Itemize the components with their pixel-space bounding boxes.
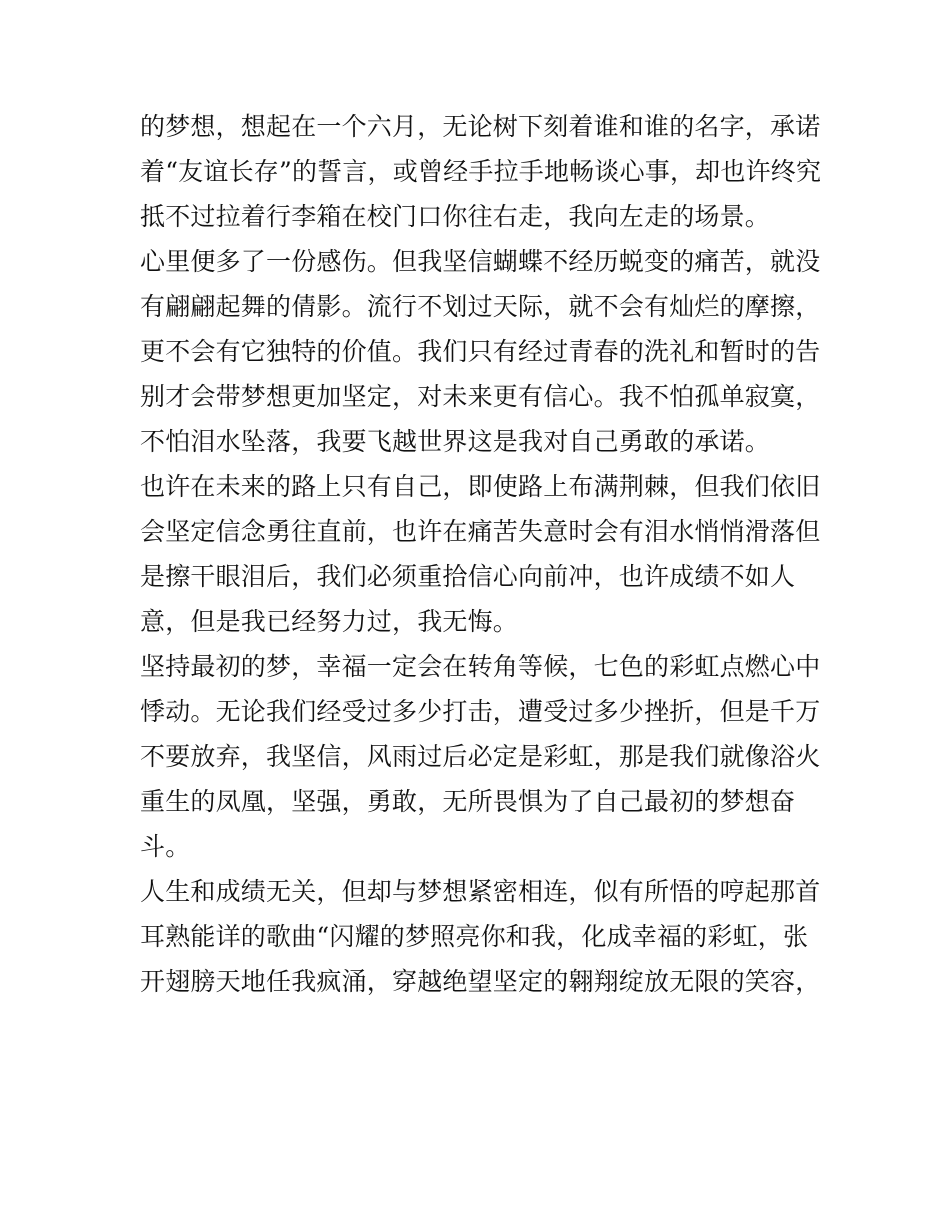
text-line: 人生和成绩无关，但却与梦想紧密相连，似有所悟的哼起那首 [140,877,821,906]
text-line: 抵不过拉着行李箱在校门口你往右走，我向左走的场景。 [140,202,771,231]
text-line: 重生的凤凰，坚强，勇敢，无所畏惧为了自己最初的梦想奋 [140,787,796,816]
text-line: 会坚定信念勇往直前，也许在痛苦失意时会有泪水悄悄滑落但 [140,517,821,546]
text-line: 的梦想，想起在一个六月，无论树下刻着谁和谁的名字，承诺 [140,112,821,141]
text-line: 坚持最初的梦，幸福一定会在转角等候，七色的彩虹点燃心中 [140,652,821,681]
essay-text [140,104,830,1004]
text-line: 别才会带梦想更加坚定，对未来更有信心。我不怕孤单寂寞， [140,382,821,411]
text-line: 是擦干眼泪后，我们必须重拾信心向前冲，也许成绩不如人 [140,562,796,591]
text-line: 斗。 [140,832,191,861]
text-line: 不要放弃，我坚信，风雨过后必定是彩虹，那是我们就像浴火 [140,742,821,771]
text-line: 意，但是我已经努力过，我无悔。 [140,607,519,636]
text-line: 更不会有它独特的价值。我们只有经过青春的洗礼和暂时的告 [140,337,821,366]
text-line: 着“友谊长存”的誓言，或曾经手拉手地畅谈心事，却也许终究 [140,157,822,186]
text-line: 有翩翩起舞的倩影。流行不划过天际，就不会有灿烂的摩擦， [140,292,821,321]
text-line: 也许在未来的路上只有自己，即使路上布满荆棘，但我们依旧 [140,472,821,501]
text-line: 耳熟能详的歌曲“闪耀的梦照亮你和我，化成幸福的彩虹，张 [140,922,809,951]
text-line: 开翅膀天地任我疯涌，穿越绝望坚定的翱翔绽放无限的笑容， [140,967,821,996]
text-line: 不怕泪水坠落，我要飞越世界这是我对自己勇敢的承诺。 [140,427,771,456]
text-line: 悸动。无论我们经受过多少打击，遭受过多少挫折，但是千万 [140,697,821,726]
text-line: 心里便多了一份感伤。但我坚信蝴蝶不经历蜕变的痛苦，就没 [140,247,821,276]
